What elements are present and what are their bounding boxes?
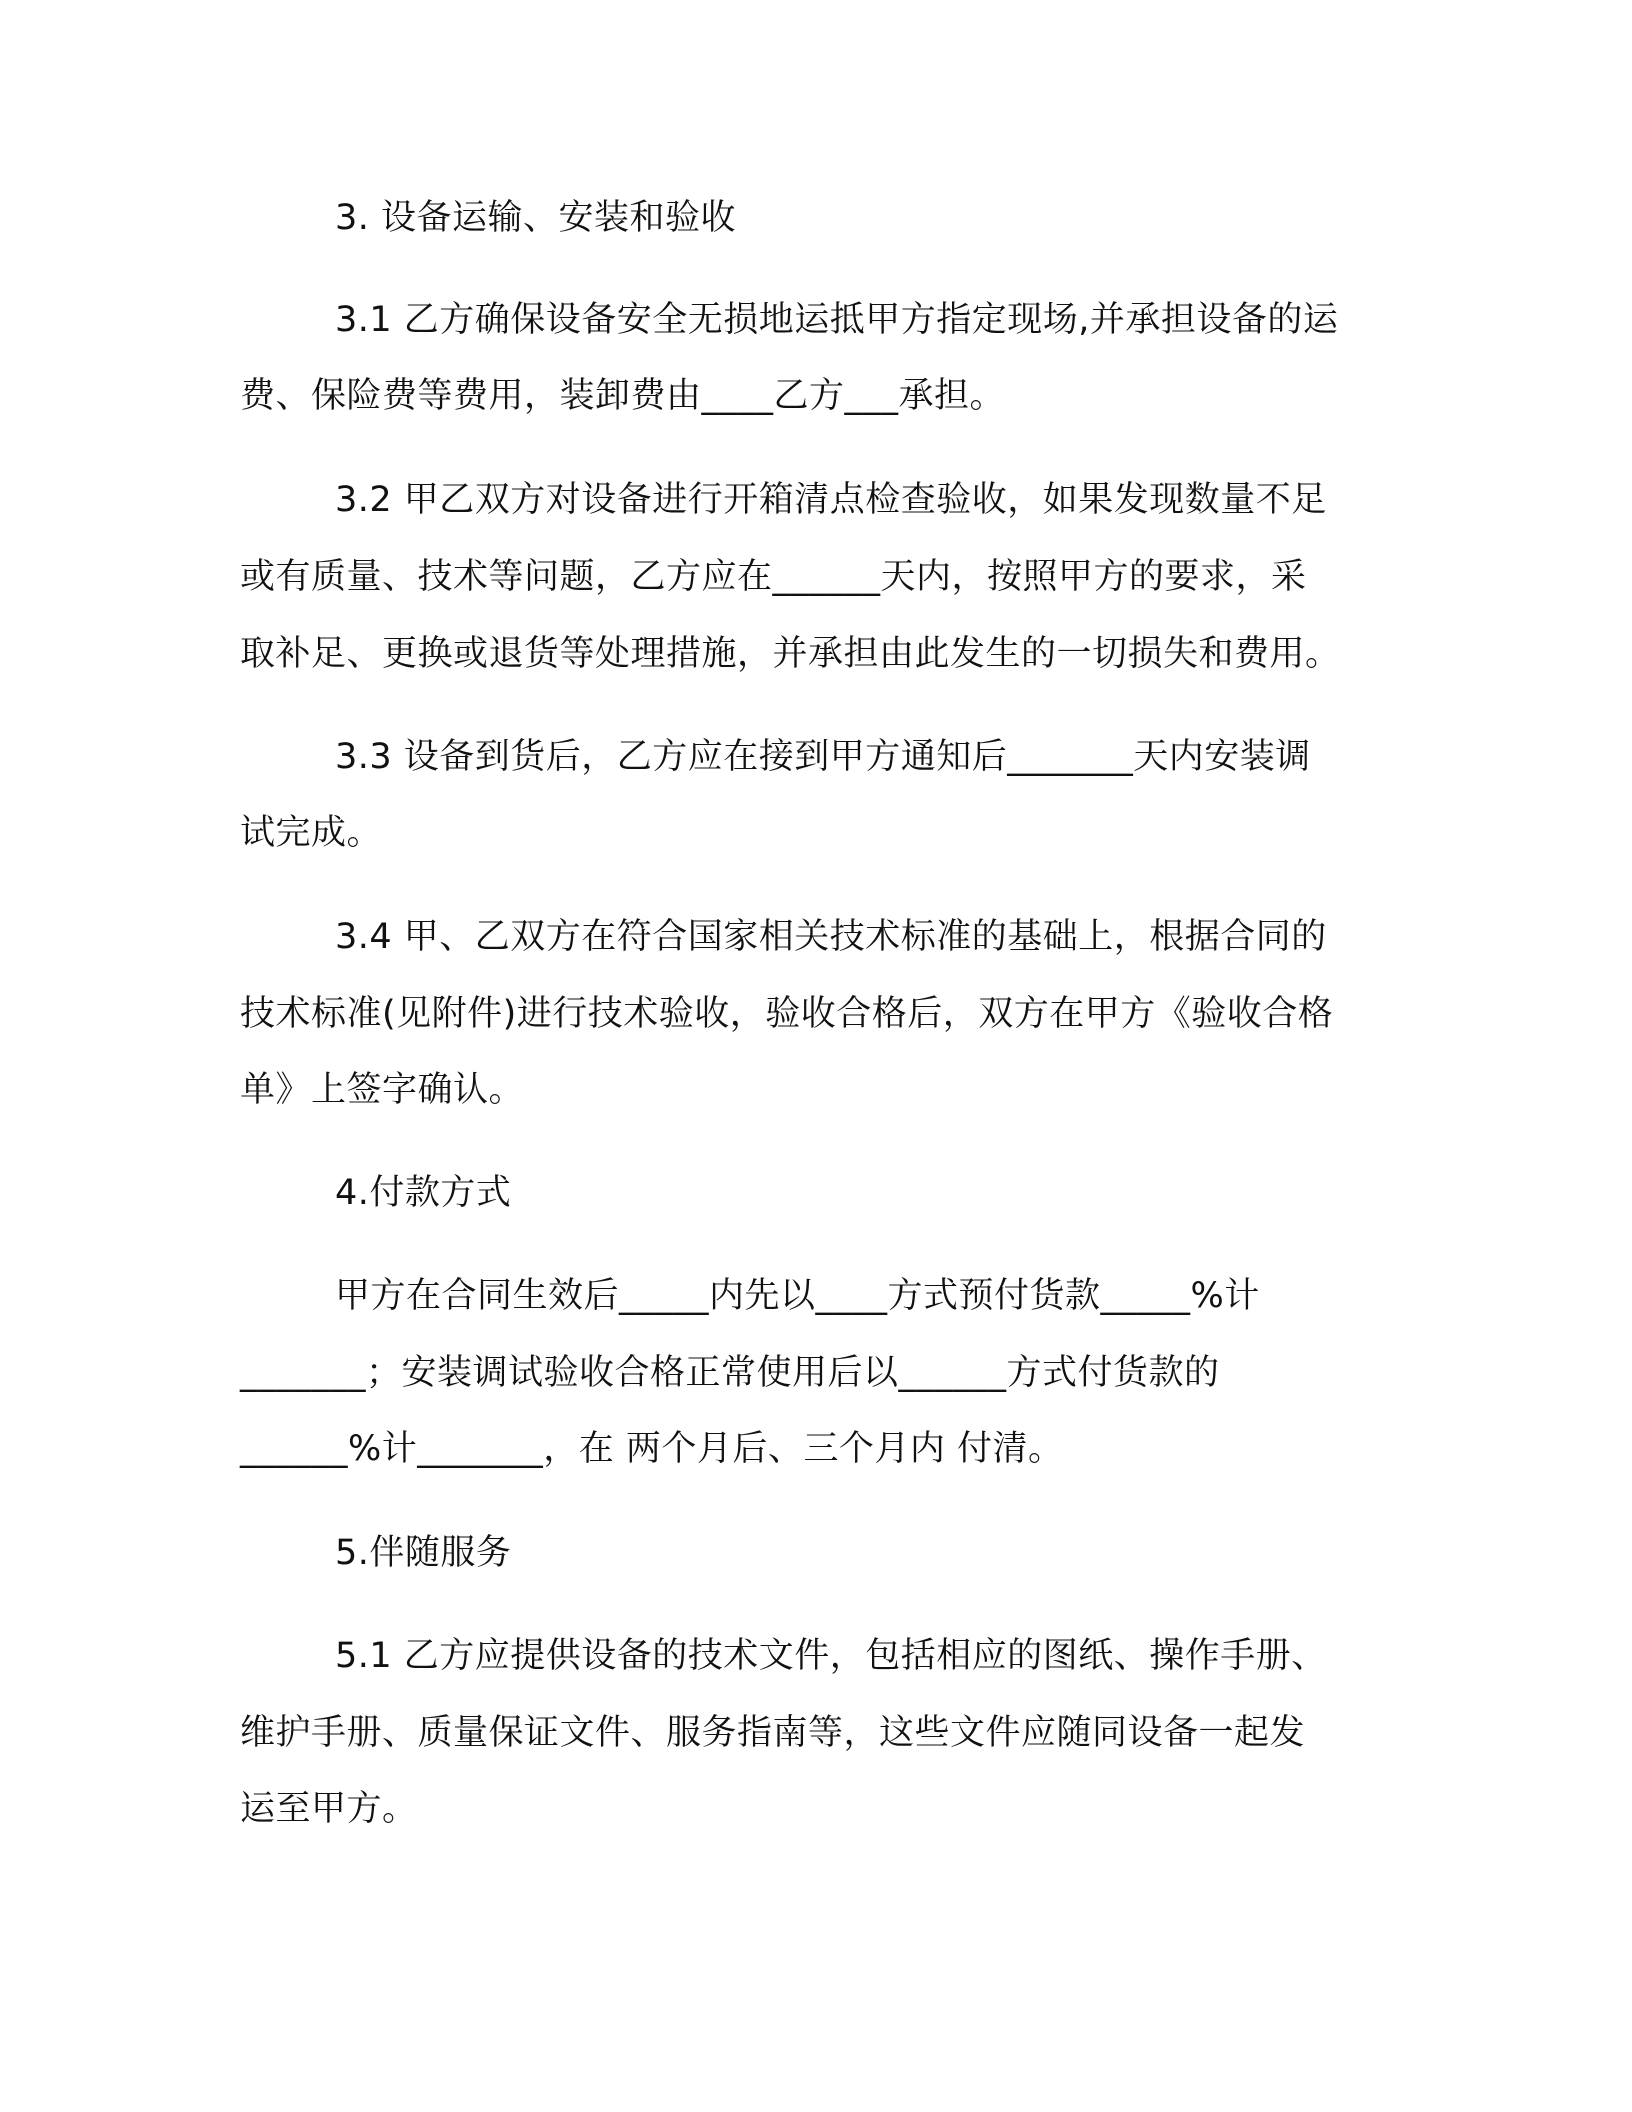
clause-3-4-line-2: 技术标准(见附件)进行技术验收，验收合格后，双方在甲方《验收合格 bbox=[240, 994, 1334, 1034]
clause-3-3-line-1: 3.3 设备到货后，乙方应在接到甲方通知后_______天内安装调 bbox=[335, 737, 1311, 777]
section-4-heading: 4.付款方式 bbox=[335, 1173, 512, 1213]
payment-line-2: _______；安装调试验收合格正常使用后以______方式付货款的 bbox=[240, 1353, 1220, 1393]
payment-line-1: 甲方在合同生效后_____内先以____方式预付货款_____%计 bbox=[335, 1276, 1260, 1316]
clause-3-4-line-1: 3.4 甲、乙双方在符合国家相关技术标准的基础上，根据合同的 bbox=[335, 917, 1327, 957]
clause-3-3-line-2: 试完成。 bbox=[240, 813, 383, 853]
clause-3-1-line-2: 费、保险费等费用，装卸费由____乙方___承担。 bbox=[240, 376, 1006, 416]
clause-5-1-line-2: 维护手册、质量保证文件、服务指南等，这些文件应随同设备一起发 bbox=[240, 1713, 1306, 1753]
clause-3-1-line-1: 3.1 乙方确保设备安全无损地运抵甲方指定现场,并承担设备的运 bbox=[335, 300, 1339, 340]
clause-3-2-line-2: 或有质量、技术等问题，乙方应在______天内，按照甲方的要求，采 bbox=[240, 557, 1307, 597]
clause-3-2-line-1: 3.2 甲乙双方对设备进行开箱清点检查验收，如果发现数量不足 bbox=[335, 480, 1327, 520]
payment-line-3: ______%计_______，在 两个月后、三个月内 付清。 bbox=[240, 1429, 1064, 1469]
section-5-heading: 5.伴随服务 bbox=[335, 1533, 512, 1573]
clause-5-1-line-3: 运至甲方。 bbox=[240, 1789, 418, 1829]
section-3-heading: 3. 设备运输、安装和验收 bbox=[335, 198, 737, 238]
clause-3-4-line-3: 单》上签字确认。 bbox=[240, 1070, 525, 1110]
clause-5-1-line-1: 5.1 乙方应提供设备的技术文件，包括相应的图纸、操作手册、 bbox=[335, 1636, 1327, 1676]
clause-3-2-line-3: 取补足、更换或退货等处理措施，并承担由此发生的一切损失和费用。 bbox=[240, 634, 1341, 674]
